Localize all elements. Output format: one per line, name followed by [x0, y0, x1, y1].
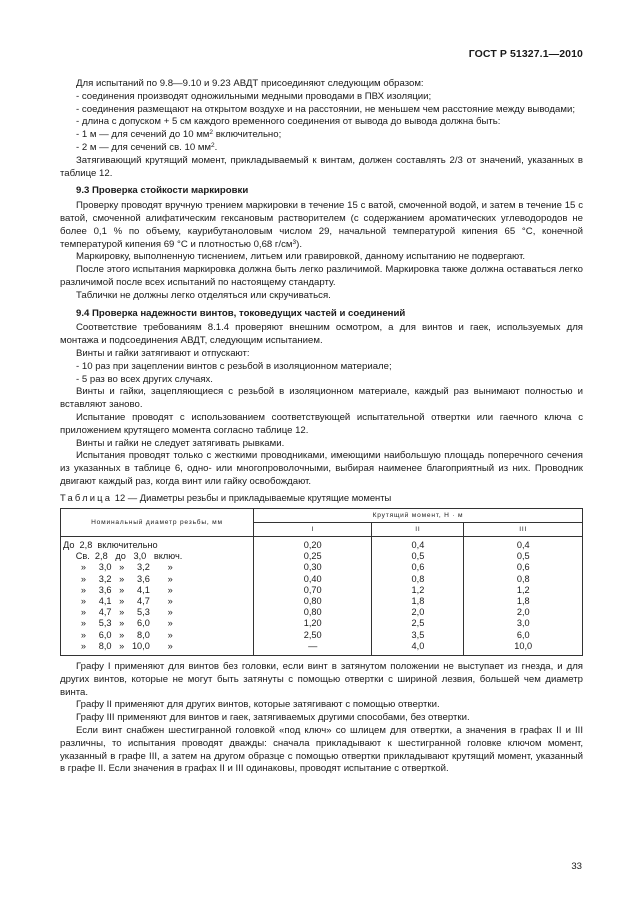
cell-II: 0,5 [372, 551, 464, 562]
table-header-row [61, 508, 583, 522]
cell-III: 1,8 [464, 596, 583, 607]
paragraph: Графу I применяют для винтов без головки, если винт в затянутом положении не выступает из гнезда, и для других винтов, которые не могут быть затянуты с помощью отвертки с шириной лезвия, большей чем диаметр винта. [60, 660, 583, 698]
cell-I: 0,80 [254, 596, 372, 607]
superscript: 2 [209, 129, 214, 137]
paragraph [60, 200, 583, 251]
cell-II: 1,8 [372, 596, 464, 607]
cell-II: 2,0 [372, 607, 464, 618]
list-item [60, 129, 583, 142]
cell-I: — [254, 641, 372, 656]
table-row [61, 585, 583, 596]
cell-diameter: » 3,2 » 3,6 » [61, 574, 254, 585]
cell-II: 4,0 [372, 641, 464, 656]
cell-diameter: » 4,7 » 5,3 » [61, 607, 254, 618]
section-heading-9-3: 9.3 Проверка стойкости маркировки [76, 185, 249, 197]
caption-word: Таблица [60, 491, 113, 503]
table-row [61, 551, 583, 562]
text: . [214, 141, 218, 153]
cell-II: 0,4 [372, 536, 464, 551]
text: Проверку проводят вручную трением маркировки в течение 15 с ватой, смоченной водой, и затем в течение 15 с ватой, смоченной алифатическим гексановым растворителем (с содержанием ароматических углеводородов не более 0,1 % по объему, каурибутаноловым числом 29, начальной температурой кипения 65 °С, конечной температурой кипения 69 °С и плотностью 0,68 г/см [60, 200, 583, 250]
cell-I: 2,50 [254, 630, 372, 641]
col-header-torque: Крутящий момент, Н · м [254, 508, 583, 522]
table-row [61, 596, 583, 607]
col-header-III: III [464, 522, 583, 536]
text: - 1 м — для сечений до 10 мм [76, 129, 210, 141]
paragraph: После этого испытания маркировка должна быть легко различимой. Маркировка также должна оставаться легко различимой после всех испытаний по настоящему стандарту. [60, 264, 583, 288]
cell-diameter: До 2,8 включительно [61, 536, 254, 551]
page-number: 33 [571, 861, 582, 872]
table-row [61, 641, 583, 656]
col-header-diameter: Номинальный диаметр резьбы, мм [61, 508, 254, 536]
cell-I: 1,20 [254, 618, 372, 629]
cell-II: 0,8 [372, 574, 464, 585]
paragraph: Испытания проводят только с жесткими проводниками, имеющими наибольшую площадь поперечного сечения из указанных в таблице 6, одно- или многопроволочными, выбирая наименее благоприятный из них. Проводник двигают каждый раз, когда винт или гайку освобождают. [60, 450, 583, 487]
cell-III: 10,0 [464, 641, 583, 656]
paragraph: Графу II применяют для других винтов, которые затягивают с помощью отвертки. [76, 699, 440, 711]
cell-III: 0,8 [464, 574, 583, 585]
table-row [61, 607, 583, 618]
text: ). [296, 238, 302, 250]
cell-III: 2,0 [464, 607, 583, 618]
cell-I: 0,70 [254, 585, 372, 596]
paragraph: Затягивающий крутящий момент, прикладываемый к винтам, должен составлять 2/3 от значений, указанных в таблице 12. [60, 154, 583, 179]
superscript: 3 [292, 238, 297, 246]
text: включительно; [213, 129, 282, 141]
cell-III: 0,6 [464, 562, 583, 573]
list-item: - 5 раз во всех других случаях. [76, 373, 213, 385]
table-caption [60, 492, 583, 505]
text: - 2 м — для сечений св. 10 мм [76, 141, 212, 153]
superscript: 2 [211, 141, 215, 149]
torque-table [60, 508, 583, 656]
cell-III: 0,5 [464, 551, 583, 562]
table-row [61, 562, 583, 573]
cell-II: 3,5 [372, 630, 464, 641]
cell-diameter: » 6,0 » 8,0 » [61, 630, 254, 641]
cell-III: 0,4 [464, 536, 583, 551]
content [60, 78, 583, 776]
paragraph: Маркировку, выполненную тиснением, литьем или гравировкой, данному испытанию не подвергают. [76, 251, 526, 263]
table-row [61, 536, 583, 551]
cell-I: 0,30 [254, 562, 372, 573]
paragraph: Винты и гайки затягивают и отпускают: [76, 347, 250, 359]
caption-text: 12 — Диаметры резьбы и прикладываемые крутящие моменты [112, 491, 392, 503]
cell-III: 1,2 [464, 585, 583, 596]
list-item: - 10 раз при зацеплении винтов с резьбой в изоляционном материале; [76, 360, 392, 372]
section-heading-9-4: 9.4 Проверка надежности винтов, токоведущих частей и соединений [76, 307, 406, 319]
paragraph: Если винт снабжен шестигранной головкой «под ключ» со шлицем для отвертки, а значения в графах II и III различны, то испытания проводят дважды: сначала прикладывают к шестигранной головке ключом момент, указанный в графе III, а затем на другом образце с помощью отвертки прикладывают крутящий момент, указанный в графе II. Если значения в графах II и III одинаковы, проводят испытание с отверткой. [60, 724, 583, 775]
cell-II: 1,2 [372, 585, 464, 596]
cell-diameter: » 3,0 » 3,2 » [61, 562, 254, 573]
cell-III: 3,0 [464, 618, 583, 629]
cell-diameter: » 3,6 » 4,1 » [61, 585, 254, 596]
cell-III: 6,0 [464, 630, 583, 641]
cell-II: 0,6 [372, 562, 464, 573]
document-header: ГОСТ Р 51327.1—2010 [468, 48, 583, 60]
cell-I: 0,20 [254, 536, 372, 551]
list-item: - длина с допуском + 5 см каждого временного соединения от вывода до вывода должна быть: [76, 116, 501, 128]
cell-I: 0,25 [254, 551, 372, 562]
col-header-I: I [254, 522, 372, 536]
cell-diameter: Св. 2,8 до 3,0 включ. [61, 551, 254, 562]
paragraph: Соответствие требованиям 8.1.4 проверяют внешним осмотром, а для винтов и гаек, используемых для монтажа и подсоединения АВДТ, следующим испытанием. [60, 322, 583, 347]
list-item: - соединения размещают на открытом воздухе и на расстоянии, не меньшем чем расстояние между выводами; [76, 103, 575, 115]
cell-I: 0,40 [254, 574, 372, 585]
cell-diameter: » 8,0 » 10,0 » [61, 641, 254, 656]
cell-II: 2,5 [372, 618, 464, 629]
list-item [60, 142, 583, 155]
col-header-II: II [372, 522, 464, 536]
paragraph: Таблички не должны легко отделяться или скручиваться. [76, 289, 331, 301]
list-item: - соединения производят одножильными медными проводами в ПВХ изоляции; [76, 90, 432, 102]
cell-diameter: » 4,1 » 4,7 » [61, 596, 254, 607]
table-row [61, 630, 583, 641]
paragraph: Графу III применяют для винтов и гаек, затягиваемых другими способами, без отвертки. [76, 712, 470, 724]
paragraph: Для испытаний по 9.8—9.10 и 9.23 АВДТ присоединяют следующим образом: [76, 78, 424, 89]
paragraph: Винты и гайки не следует затягивать рывками. [76, 437, 285, 449]
cell-I: 0,80 [254, 607, 372, 618]
paragraph: Испытание проводят с использованием соответствующей испытательной отвертки или гаечного ключа с приложением крутящего момента согласно таблице 12. [60, 411, 583, 436]
cell-diameter: » 5,3 » 6,0 » [61, 618, 254, 629]
table-row [61, 618, 583, 629]
table-row [61, 574, 583, 585]
paragraph: Винты и гайки, зацепляющиеся с резьбой в изоляционном материале, каждый раз вынимают полностью и вставляют заново. [60, 386, 583, 411]
